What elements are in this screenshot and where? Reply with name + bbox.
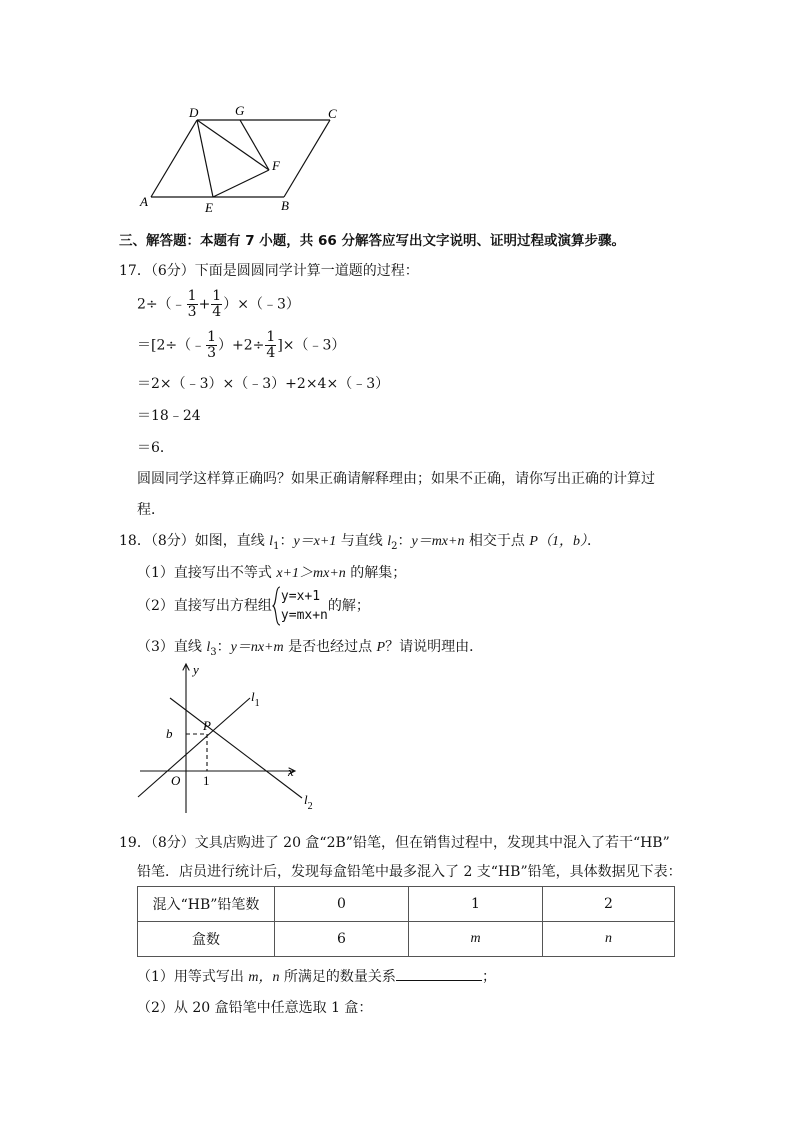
- l1-label: [251, 689, 260, 709]
- table-row: [138, 887, 675, 922]
- table-row: [138, 922, 675, 957]
- system-eq2: y=mx+n: [280, 608, 328, 623]
- q18-header: [119, 530, 601, 552]
- q17-header: 17．（6分）下面是圆圆同学计算一道题的过程：: [119, 263, 419, 279]
- q17-line1-part-a: 2÷（﹣: [137, 296, 186, 313]
- segment-ad: [151, 120, 197, 197]
- label-e: E: [205, 200, 213, 215]
- fraction-num: 1: [266, 329, 276, 345]
- label-f: F: [272, 158, 280, 173]
- parallelogram-figure: [130, 100, 350, 218]
- fraction-one-fourth: [265, 330, 276, 361]
- q19-header-line2: 铅笔．店员进行统计后，发现每盒铅笔中最多混入了 2 支“HB”铅笔，具体数据见下表：: [137, 864, 682, 880]
- q17-line1-part-b: +: [198, 296, 211, 313]
- b-label: b: [166, 726, 173, 741]
- equation-system: [281, 587, 328, 625]
- fraction-one-third: [187, 289, 198, 320]
- equation-l1: y＝x+1: [293, 534, 337, 549]
- q19-part2: （2）从 20 盒铅笔中任意选取 1 盒：: [137, 1000, 373, 1016]
- fraction-num: 1: [187, 288, 197, 304]
- l1-label-sub: 1: [254, 698, 260, 709]
- q18-part1-a: （1）直接写出不等式: [137, 565, 277, 581]
- q17-line1-part-c: ）×（﹣3）: [223, 296, 300, 313]
- fraction-den: 3: [187, 304, 197, 320]
- q17-line3: ＝2×（﹣3）×（﹣3）+2×4×（﹣3）: [137, 376, 390, 392]
- q18-part3-d: ？请说明理由．: [385, 639, 484, 655]
- line-l1-name: l: [269, 534, 274, 549]
- answer-blank[interactable]: [396, 968, 482, 981]
- equation-l3: y＝nx+m: [230, 640, 284, 655]
- l2-label-name: l: [304, 792, 308, 807]
- q17-line5: ＝6．: [137, 440, 174, 456]
- q18-header-a: 18．（8分）如图，直线: [119, 533, 270, 549]
- system-eq1: y=x+1: [280, 589, 321, 604]
- fraction-one-fourth: [211, 289, 222, 320]
- q17-question-line1: 圆圆同学这样算正确吗？如果正确请解释理由；如果不正确，请你写出正确的计算过: [137, 471, 655, 487]
- line-l2-name: l: [387, 534, 392, 549]
- q18-part3-c: 是否也经过点: [283, 639, 377, 655]
- label-b: B: [281, 198, 289, 213]
- q17-line1: [137, 289, 300, 320]
- q19-vars: m，n: [248, 970, 280, 985]
- line-l1: [138, 698, 250, 797]
- q18-header-b: ：: [279, 533, 294, 549]
- brace-icon: [272, 586, 281, 626]
- fraction-den: 4: [212, 304, 222, 320]
- q17-line2-part-c: ]×（﹣3）: [277, 337, 346, 354]
- fraction-den: 3: [207, 345, 217, 361]
- table-cell: 2: [543, 887, 675, 922]
- q18-part1-b: 的解集；: [345, 565, 407, 581]
- label-g: G: [235, 103, 245, 118]
- q18-part2-b: 的解；: [327, 598, 370, 614]
- line-l1-sub: 1: [273, 540, 280, 552]
- l2-label: [304, 792, 313, 812]
- label-c: C: [328, 106, 337, 121]
- table-cell: n: [543, 922, 675, 957]
- q18-part2: [137, 586, 370, 626]
- segment-df: [197, 120, 269, 170]
- equation-l2: y＝mx+n: [411, 534, 465, 549]
- q19-part1: [137, 966, 496, 986]
- q18-part3-a: （3）直线: [137, 639, 207, 655]
- axis-y-label: y: [193, 662, 199, 677]
- line-l2: [170, 698, 302, 798]
- fraction-num: 1: [207, 329, 217, 345]
- table-cell: 1: [409, 887, 543, 922]
- q17-question-line2: 程．: [137, 502, 165, 518]
- q19-part1-c: ；: [481, 969, 496, 985]
- segment-de: [197, 120, 213, 197]
- q17-line2-part-b: ）+2÷: [218, 337, 265, 354]
- fraction-one-third: [206, 330, 217, 361]
- origin-label: O: [171, 773, 181, 788]
- q18-part3-b: ：: [216, 639, 231, 655]
- label-a: A: [140, 194, 148, 209]
- q18-part3: [137, 636, 483, 658]
- table-cell: 盒数: [138, 922, 275, 957]
- q18-header-f: ．: [586, 533, 601, 549]
- q18-header-d: ：: [397, 533, 412, 549]
- segment-cb: [284, 120, 330, 197]
- data-table: [137, 886, 675, 957]
- q17-line4: ＝18﹣24: [137, 408, 201, 424]
- fraction-num: 1: [212, 288, 222, 304]
- q19-header-line1: 19．（8分）文具店购进了 20 盒“2B”铅笔，但在销售过程中，发现其中混入了若干“HB”: [119, 835, 670, 851]
- axis-x-label: x: [288, 764, 294, 779]
- p-label: P: [203, 718, 211, 733]
- line-l2-sub: 2: [391, 540, 398, 552]
- l2-label-sub: 2: [307, 801, 313, 812]
- one-label: 1: [203, 773, 210, 788]
- q19-part1-a: （1）用等式写出: [137, 969, 249, 985]
- coordinate-graph: [130, 658, 330, 816]
- q17-line2-part-a: ＝[2÷（﹣: [137, 337, 206, 354]
- segment-gf: [240, 120, 269, 170]
- table-cell: 6: [275, 922, 409, 957]
- table-cell: 混入“HB”铅笔数: [138, 887, 275, 922]
- table-cell: m: [409, 922, 543, 957]
- q18-header-c: 与直线: [336, 533, 388, 549]
- segment-ef: [213, 170, 269, 197]
- point-p: P（1，b）: [529, 534, 587, 549]
- section-title: 三、解答题：本题有 7 小题，共 66 分解答应写出文字说明、证明过程或演算步骤。: [119, 233, 625, 249]
- line-l3-sub: 3: [210, 646, 217, 658]
- q19-part1-b: 所满足的数量关系: [279, 969, 396, 985]
- point-p-ref: P: [376, 640, 386, 655]
- table-cell: 0: [275, 887, 409, 922]
- q18-header-e: 相交于点: [464, 533, 530, 549]
- label-d: D: [189, 105, 199, 120]
- inequality: x+1＞mx+n: [276, 566, 346, 581]
- q18-part2-a: （2）直接写出方程组: [137, 598, 272, 614]
- line-l3-name: l: [206, 640, 211, 655]
- l1-label-name: l: [251, 689, 255, 704]
- q17-line2: [137, 330, 345, 361]
- q18-part1: [137, 562, 406, 582]
- fraction-den: 4: [266, 345, 276, 361]
